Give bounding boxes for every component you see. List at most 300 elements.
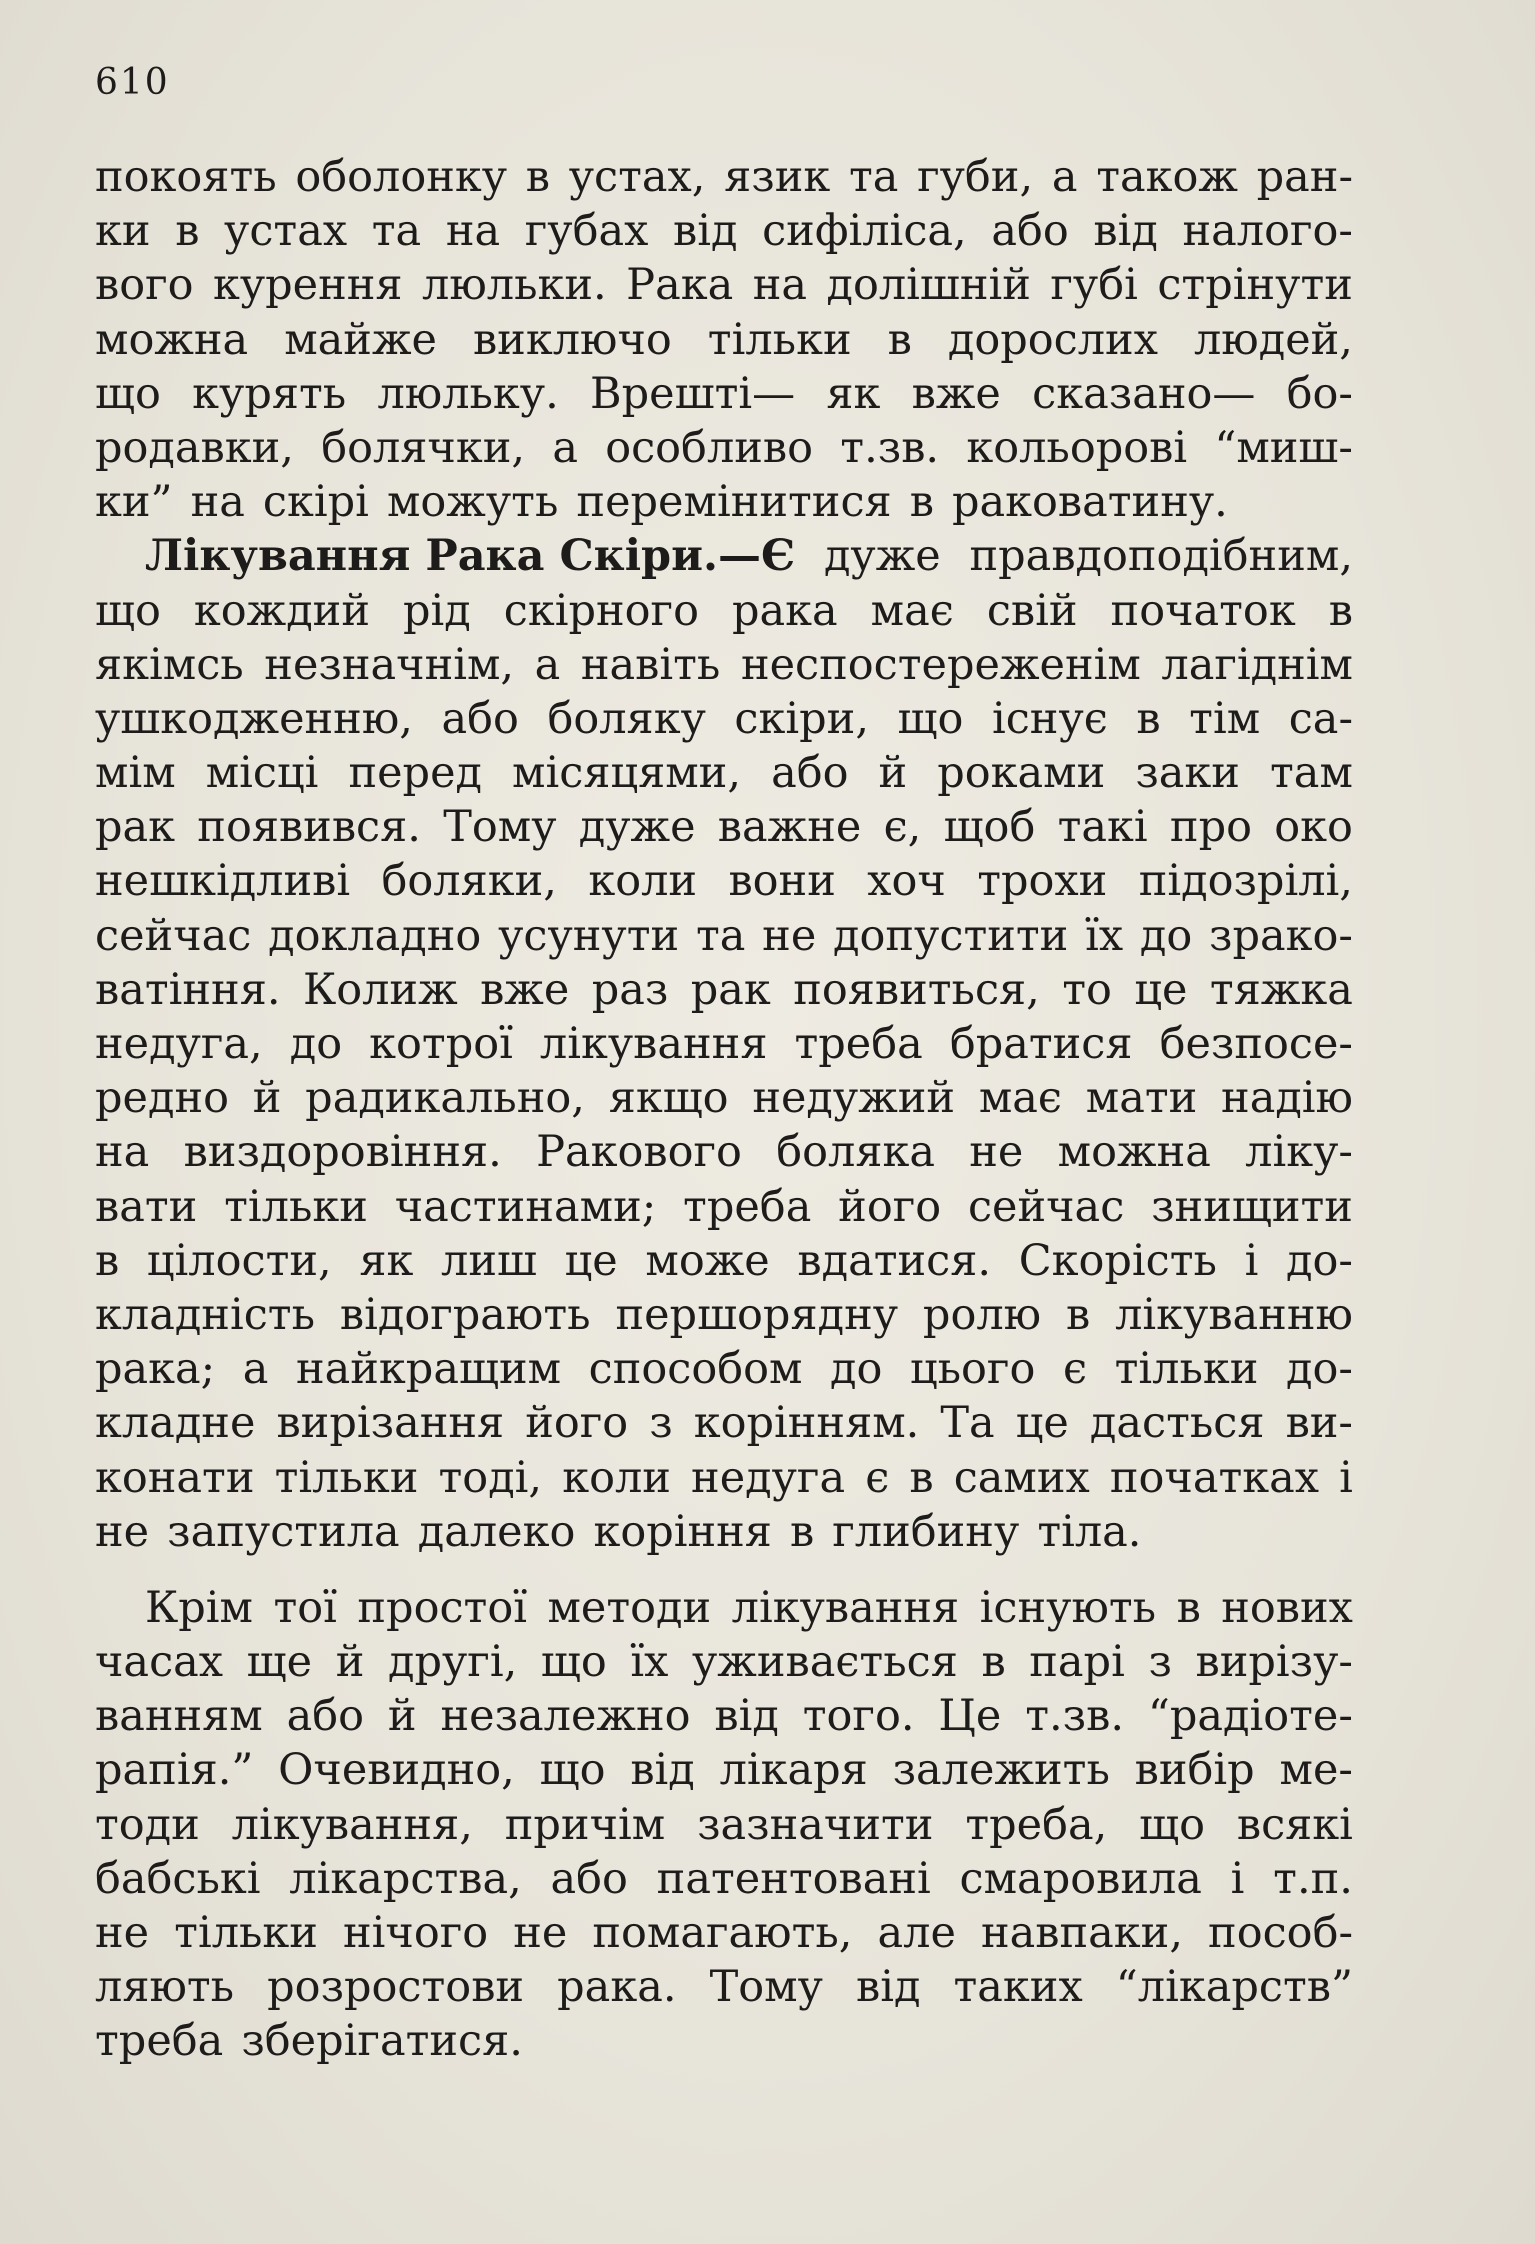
word: в	[789, 1506, 815, 1557]
text-line	[95, 909, 1353, 963]
word: рак	[690, 964, 771, 1015]
word: на	[752, 260, 808, 311]
word: причім	[504, 1799, 666, 1850]
word: зрако-	[1209, 910, 1353, 961]
word: губах	[524, 206, 649, 257]
text-line	[95, 529, 1353, 583]
text-line	[95, 1017, 1353, 1071]
word: Це	[938, 1691, 1002, 1742]
word: ки	[95, 206, 151, 257]
word: дуже	[823, 531, 941, 582]
word: боляку	[547, 693, 706, 744]
text-line	[95, 800, 1353, 854]
text-line	[95, 475, 1353, 529]
word: особливо	[605, 422, 814, 473]
word: рід	[403, 585, 471, 636]
text-line	[95, 584, 1353, 638]
word: або	[550, 1853, 628, 1904]
word: конати	[95, 1452, 255, 1503]
word: про	[1169, 802, 1252, 853]
word: часах	[95, 1637, 224, 1688]
word: зберігатися.	[241, 2016, 523, 2067]
word: тої	[273, 1582, 337, 1633]
word: патентовані	[656, 1853, 931, 1904]
word: трохи	[977, 856, 1108, 907]
word: пособ-	[1208, 1908, 1353, 1958]
word: на	[445, 206, 501, 257]
word: а	[242, 1344, 269, 1395]
word: хоч	[867, 856, 946, 907]
word: ще	[246, 1637, 313, 1688]
word: тільки	[1114, 1344, 1259, 1395]
word: частинами;	[394, 1181, 657, 1232]
word: тіла.	[1037, 1506, 1142, 1557]
word: або	[441, 693, 519, 744]
text-line	[95, 367, 1353, 421]
word: т.зв.	[1025, 1691, 1124, 1742]
word: місці	[205, 748, 319, 799]
word: і	[1339, 1452, 1353, 1503]
word: уживається	[691, 1637, 958, 1688]
word: але	[877, 1908, 956, 1958]
word: лікаря	[719, 1745, 868, 1796]
word: до-	[1286, 1235, 1353, 1286]
text-line	[95, 963, 1353, 1017]
word: лікування	[731, 1582, 960, 1633]
word: курення	[212, 260, 403, 311]
word: далеко	[417, 1506, 576, 1557]
word: ме-	[1279, 1745, 1353, 1796]
word: в	[95, 1235, 120, 1286]
word: як	[826, 368, 881, 419]
word: цього	[909, 1344, 1036, 1395]
word: тоди	[95, 1799, 200, 1850]
word: від	[673, 206, 738, 257]
word: є	[1062, 1344, 1088, 1395]
word: це	[564, 1235, 618, 1286]
word: в	[909, 477, 934, 528]
word: рапія.”	[95, 1745, 254, 1796]
word: й	[878, 748, 908, 799]
word: скірного	[503, 585, 699, 636]
word: такі	[1057, 802, 1148, 853]
word: губі	[1050, 260, 1138, 311]
word: сказано—	[1032, 368, 1256, 419]
word: докладно	[268, 910, 482, 961]
word: т.п.	[1273, 1853, 1353, 1904]
word: важне	[717, 802, 862, 853]
word: й	[387, 1691, 417, 1742]
word: ран-	[1256, 152, 1353, 202]
word: способом	[588, 1344, 803, 1395]
word: кладність	[95, 1289, 315, 1340]
word: або	[991, 206, 1069, 257]
word: Та	[940, 1398, 995, 1449]
text-line	[95, 150, 1353, 204]
word: рак	[95, 802, 176, 853]
word: ролю	[922, 1289, 1042, 1340]
word: редно	[95, 1073, 229, 1124]
word: навпаки,	[980, 1908, 1183, 1958]
text-line	[95, 258, 1353, 312]
text-line	[95, 1906, 1353, 1960]
word: рака	[731, 585, 838, 636]
section-heading: Лікування Рака Скіри.—Є	[145, 531, 796, 582]
word: появився.	[197, 802, 421, 853]
word: вирізання	[276, 1398, 505, 1449]
word: першорядну	[615, 1289, 899, 1340]
word: Ракового	[536, 1127, 742, 1178]
word: парі	[1029, 1637, 1125, 1688]
word: тяжка	[1209, 964, 1353, 1015]
word: має	[870, 585, 954, 636]
word: курять	[192, 368, 347, 419]
word: або	[286, 1691, 365, 1742]
word: боляка	[776, 1127, 935, 1178]
word: що	[540, 1637, 607, 1688]
word: зазначити	[697, 1799, 934, 1850]
word: ки”	[95, 477, 173, 528]
word: в	[1065, 1289, 1091, 1340]
word: в	[175, 206, 200, 257]
word: радикально,	[305, 1073, 585, 1124]
text-line	[95, 638, 1353, 692]
text-line	[95, 1743, 1353, 1797]
word: бабські	[95, 1853, 261, 1904]
text-line	[95, 1852, 1353, 1906]
word: ви-	[1285, 1398, 1353, 1449]
text-line	[95, 1342, 1353, 1396]
word: Тому	[443, 802, 557, 853]
word: також	[1096, 152, 1238, 202]
text-line	[95, 1689, 1353, 1743]
word: вати	[95, 1181, 198, 1232]
word: то	[1062, 964, 1112, 1015]
word: вже	[480, 964, 570, 1015]
word: вибір	[1134, 1745, 1255, 1796]
word: незалежно	[440, 1691, 691, 1742]
word: Колиж	[302, 964, 458, 1015]
word: до-	[1286, 1344, 1353, 1395]
word: існують	[979, 1582, 1157, 1633]
word: початках	[1109, 1452, 1320, 1503]
word: лікування,	[231, 1799, 473, 1850]
word: Очевидно,	[278, 1745, 515, 1796]
word: а	[552, 422, 578, 473]
word: лиш	[441, 1235, 537, 1286]
word: в	[1136, 693, 1161, 744]
word: людей,	[1193, 314, 1353, 365]
word: налого-	[1182, 206, 1353, 257]
text-line	[95, 1180, 1353, 1234]
text-line	[95, 1396, 1353, 1450]
word: цілости,	[146, 1235, 332, 1286]
word: ляють	[95, 1962, 235, 2013]
word: того.	[802, 1691, 915, 1742]
word: навіть	[580, 639, 721, 690]
word: в	[887, 314, 912, 365]
word: таких	[953, 1962, 1083, 2013]
word: Тому	[709, 1962, 823, 2013]
word: ліку-	[1245, 1127, 1353, 1178]
word: їх	[630, 1637, 669, 1688]
word: “радіоте-	[1147, 1691, 1353, 1742]
word: можна	[95, 314, 249, 365]
word: раз	[591, 964, 669, 1015]
word: є	[865, 1452, 890, 1503]
text-line	[95, 1125, 1353, 1179]
word: корінням.	[693, 1398, 920, 1449]
word: виключо	[472, 314, 672, 365]
word: стрінути	[1157, 260, 1353, 311]
word: бо-	[1286, 368, 1353, 419]
word: оболонку	[295, 152, 508, 202]
word: котрої	[369, 1019, 513, 1069]
word: на	[95, 1127, 150, 1178]
word: рака.	[557, 1962, 677, 2013]
word: можуть	[386, 477, 559, 528]
word: методи	[547, 1582, 712, 1633]
word: перед	[348, 748, 482, 799]
word: не	[513, 1908, 568, 1958]
word: неспостереженім	[740, 639, 1141, 690]
word: треба	[95, 2016, 224, 2067]
word: коріння	[593, 1506, 772, 1557]
word: якімсь	[95, 639, 244, 690]
word: до	[830, 1344, 883, 1395]
word: дорослих	[947, 314, 1158, 365]
word: недуга,	[95, 1019, 263, 1069]
word: відограють	[339, 1289, 591, 1340]
word: око	[1274, 802, 1353, 853]
word: треба,	[965, 1799, 1108, 1850]
word: недуга	[691, 1452, 846, 1503]
word: не	[95, 1506, 150, 1557]
word: лікарства,	[289, 1853, 522, 1904]
word: нічого	[343, 1908, 489, 1958]
text-line	[95, 421, 1353, 475]
word: вже	[911, 368, 1001, 419]
word: в	[525, 152, 550, 202]
word: роками	[937, 748, 1106, 799]
word: правдоподібним,	[969, 531, 1353, 582]
word: запустила	[167, 1506, 400, 1557]
word: з	[1148, 1637, 1172, 1688]
word: це	[1015, 1398, 1069, 1449]
word: нешкідливі	[95, 856, 351, 907]
word: ушкодженню,	[95, 693, 413, 744]
word: люльку.	[377, 368, 559, 419]
word: або	[771, 748, 849, 799]
word: ватіння.	[95, 964, 281, 1015]
word: залежить	[892, 1745, 1110, 1796]
word: що	[95, 368, 161, 419]
word: смаровила	[959, 1853, 1202, 1904]
word: Крім	[145, 1582, 254, 1633]
word: в	[981, 1637, 1006, 1688]
word: т.зв.	[840, 422, 940, 473]
word: перемінитися	[576, 477, 892, 528]
word: сейчас	[967, 1181, 1125, 1232]
word: “миш-	[1214, 422, 1353, 473]
word: є,	[883, 802, 922, 853]
text-line	[95, 746, 1353, 800]
word: помагають,	[592, 1908, 853, 1958]
word: та	[371, 206, 422, 257]
word: там	[1270, 748, 1353, 799]
word: виздоровіння.	[183, 1127, 502, 1178]
word: вирізу-	[1195, 1637, 1353, 1688]
word: лікуванню	[1115, 1289, 1353, 1340]
word: свій	[986, 585, 1078, 636]
word: вого	[95, 260, 194, 311]
word: й	[252, 1073, 282, 1124]
word: простої	[357, 1582, 527, 1633]
word: язик	[724, 152, 831, 202]
word: тім	[1189, 693, 1261, 744]
word: його	[525, 1398, 629, 1449]
word: місяцями,	[512, 748, 742, 799]
word: ванням	[95, 1691, 263, 1742]
word: Скорість	[1018, 1235, 1217, 1286]
word: мім	[95, 748, 176, 799]
word: в	[1176, 1582, 1201, 1633]
word: нових	[1221, 1582, 1353, 1633]
word: устах	[224, 206, 348, 257]
text-line	[95, 1581, 1353, 1635]
word: і	[1230, 1853, 1245, 1904]
word: самих	[953, 1452, 1090, 1503]
page-number: 610	[95, 62, 170, 103]
word: дасться	[1089, 1398, 1265, 1449]
word: безпосе-	[1159, 1019, 1353, 1069]
text-line	[95, 1505, 1353, 1559]
word: можна	[1057, 1127, 1211, 1178]
word: від	[855, 1962, 921, 2013]
word: Рака	[626, 260, 734, 311]
word: кладне	[95, 1398, 256, 1449]
word: до	[1139, 910, 1193, 961]
word: від	[714, 1691, 779, 1742]
word: надію	[1221, 1073, 1353, 1124]
text-line	[95, 692, 1353, 746]
word: треба	[683, 1181, 812, 1232]
word: тільки	[224, 1181, 368, 1232]
text-line	[95, 313, 1353, 367]
text-line	[95, 1451, 1353, 1505]
word: заки	[1135, 748, 1240, 799]
word: скіри,	[734, 693, 869, 744]
word: вдатися.	[797, 1235, 992, 1286]
word: та	[695, 910, 746, 961]
word: другі,	[387, 1637, 518, 1688]
word: майже	[284, 314, 437, 365]
word: незначнім,	[264, 639, 515, 690]
word: болячки,	[321, 422, 526, 473]
word: лагіднім	[1161, 639, 1353, 690]
word: з	[649, 1398, 673, 1449]
word: раковатину.	[952, 477, 1228, 528]
text-line	[95, 1798, 1353, 1852]
text-line	[95, 854, 1353, 908]
word: і	[1244, 1235, 1259, 1286]
word: від	[1093, 206, 1158, 257]
text-line	[95, 1960, 1353, 2014]
word: усунути	[498, 910, 680, 961]
word: від	[630, 1745, 695, 1796]
text-line	[95, 1288, 1353, 1342]
word: щоб	[943, 802, 1036, 853]
word: початок	[1110, 585, 1296, 636]
word: вони	[728, 856, 836, 907]
word: братися	[949, 1019, 1133, 1069]
word: коли	[588, 856, 698, 907]
word: коли	[562, 1452, 671, 1503]
word: не	[762, 910, 817, 961]
word: найкращим	[295, 1344, 562, 1395]
word: всякі	[1236, 1799, 1353, 1850]
word: долішній	[826, 260, 1031, 311]
word: дуже	[578, 802, 696, 853]
word: сейчас	[95, 910, 252, 961]
word: має	[978, 1073, 1062, 1124]
word: Врешті—	[590, 368, 796, 419]
word: що	[1139, 1799, 1206, 1850]
word: що	[897, 693, 964, 744]
word: як	[359, 1235, 414, 1286]
word: глибину	[832, 1506, 1020, 1557]
word: до	[289, 1019, 343, 1069]
word: сифіліса,	[762, 206, 967, 257]
word: може	[645, 1235, 770, 1286]
word: мати	[1085, 1073, 1198, 1124]
text-line	[95, 1234, 1353, 1288]
word: що	[95, 585, 161, 636]
word: недужий	[752, 1073, 956, 1124]
word: якщо	[608, 1073, 729, 1124]
word: на	[190, 477, 245, 528]
word: а	[1051, 152, 1078, 202]
word: скірі	[262, 477, 369, 528]
text-line	[95, 1635, 1353, 1689]
word: “лікарств”	[1115, 1962, 1353, 2013]
word: в	[1328, 585, 1353, 636]
word: й	[335, 1637, 365, 1688]
word: лікування	[539, 1019, 768, 1069]
word: допустити	[833, 910, 1069, 961]
word: не	[95, 1908, 150, 1958]
word: що	[539, 1745, 606, 1796]
word: тільки	[707, 314, 852, 365]
word: тоді,	[438, 1452, 543, 1503]
word: це	[1134, 964, 1188, 1015]
text-line	[95, 1071, 1353, 1125]
word: та	[848, 152, 899, 202]
word: тільки	[174, 1908, 318, 1958]
word: треба	[794, 1019, 923, 1069]
word: знищити	[1151, 1181, 1353, 1232]
word: тільки	[274, 1452, 419, 1503]
body-text	[95, 150, 1353, 2069]
word: рака;	[95, 1344, 216, 1395]
word: родавки,	[95, 422, 294, 473]
word: існує	[991, 693, 1108, 744]
word: кольорові	[966, 422, 1188, 473]
word: люльки.	[422, 260, 607, 311]
word: появиться,	[793, 964, 1040, 1015]
text-line	[95, 204, 1353, 258]
text-line	[95, 2014, 1353, 2068]
